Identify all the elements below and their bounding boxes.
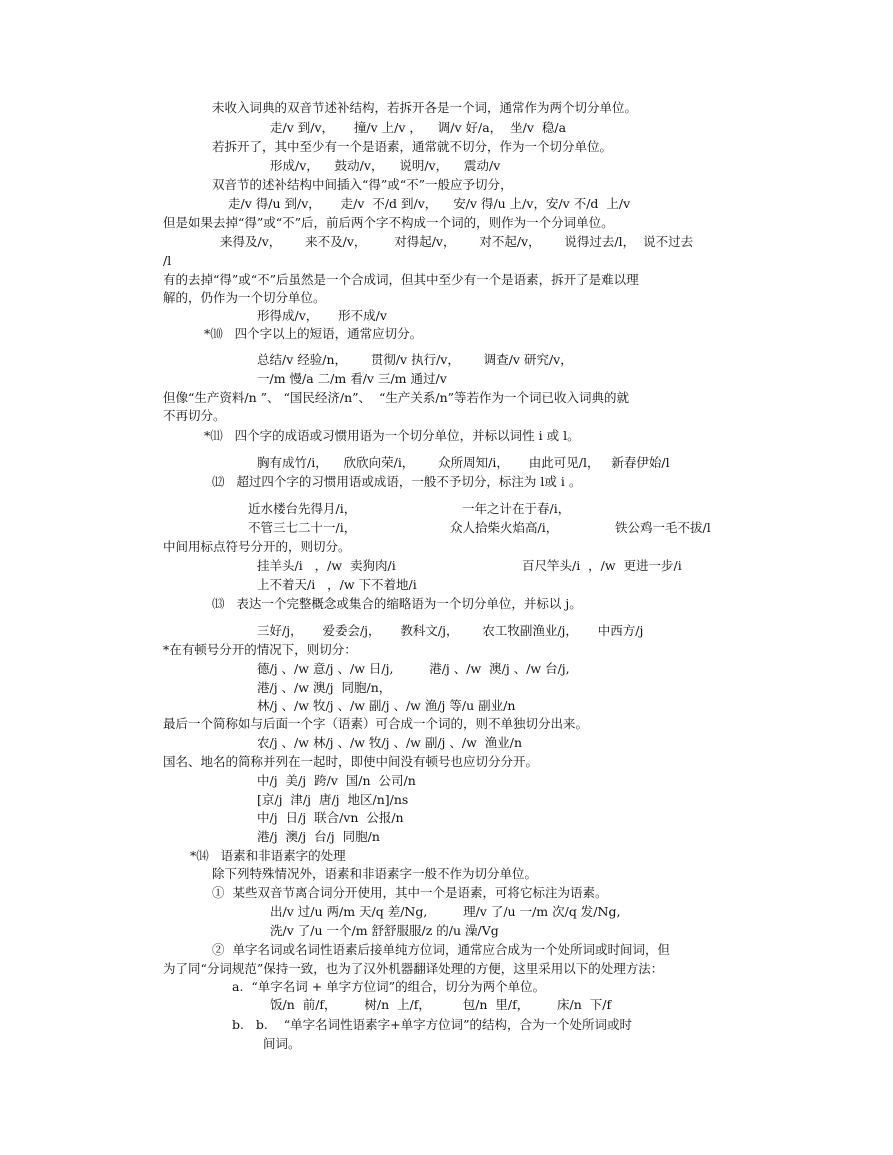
text-line: 但像“生产资料/n ”、 “国民经济/n”、 “生产关系/n”等若作为一个词已收入词典的就 bbox=[163, 390, 630, 405]
text-line: 百尺竿头/i ，/w 更进一步/i bbox=[522, 558, 682, 573]
text-line: 中/j 美/j 跨/v 国/n 公司/n bbox=[257, 773, 416, 788]
text-line: 有的去掉“得”或“不”后虽然是一个合成词，但其中至少有一个是语素，拆开了是难以理 bbox=[163, 272, 639, 287]
text-line: a. “单字名词 + 单字方位词”的组合，切分为两个单位。 bbox=[232, 979, 546, 994]
text-line: 双音节的述补结构中间插入“得”或“不”一般应予切分， bbox=[212, 177, 513, 192]
text-line: 农/j 、/w 林/j 、/w 牧/j 、/w 副/j 、/w 渔业/n bbox=[257, 735, 523, 750]
text-line: 来得及/v， 来不及/v， 对得起/v， 对不起/v， 说得过去/l， 说不过去 bbox=[220, 234, 694, 249]
text-line: 间词。 bbox=[263, 1036, 301, 1051]
section-heading: *⒁ 语素和非语素字的处理 bbox=[190, 848, 346, 863]
text-line: 三好/j， 爱委会/j， 教科文/j， 农工牧副渔业/j， 中西方/j bbox=[257, 623, 644, 638]
text-line: 形成/v， 鼓动/v， 说明/v， 震动/v bbox=[270, 158, 501, 173]
text-line: 港/j 澳/j 台/j 同胞/n bbox=[257, 829, 380, 844]
section-heading: ⑿ 超过四个字的习惯用语或成语，一般不予切分，标注为 l或 i 。 bbox=[212, 474, 582, 489]
text-line: 一/m 慢/a 二/m 看/v 三/m 通过/v bbox=[257, 371, 447, 386]
text-line: 未收入词典的双音节述补结构，若拆开各是一个词，通常作为两个切分单位。 bbox=[212, 100, 638, 115]
section-heading: *⑾ 四个字的成语或习惯用语为一个切分单位，并标以词性 i 或 l。 bbox=[204, 428, 580, 443]
text-line: 挂羊头/i ，/w 卖狗肉/i bbox=[257, 558, 396, 573]
text-line: 中/j 日/j 联合/vn 公报/n bbox=[257, 810, 404, 825]
text-line: 近水楼台先得月/i， bbox=[248, 501, 357, 516]
text-line: 林/j 、/w 牧/j 、/w 副/j 、/w 渔/j 等/u 副业/n bbox=[257, 698, 516, 713]
text-line: 走/v 得/u 到/v， 走/v 不/d 到/v， 安/v 得/u 上/v，安/v 不/d 上/v bbox=[228, 196, 631, 211]
text-line: 饭/n 前/f， 树/n 上/f， 包/n 里/f， 床/n 下/f bbox=[270, 997, 612, 1012]
text-line: 若拆开了，其中至少有一个是语素，通常就不切分，作为一个切分单位。 bbox=[212, 139, 613, 154]
text-line: ① 某些双音节离合词分开使用，其中一个是语素，可将它标注为语素。 bbox=[212, 885, 608, 900]
text-line: 一年之计在于春/i， bbox=[462, 501, 571, 516]
text-line: *在有顿号分开的情况下，则切分： bbox=[163, 642, 357, 657]
text-line: 但是如果去掉“得”或“不”后，前后两个字不构成一个词的，则作为一个分词单位。 bbox=[163, 215, 614, 230]
text-line: 为了同“分词规范”保持一致，也为了汉外机器翻译处理的方便，这里采用以下的处理方法： bbox=[163, 961, 664, 976]
text-line: 上不着天/i ，/w 下不着地/i bbox=[257, 577, 417, 592]
text-line: 最后一个简称如与后面一个字（语素）可合成一个词的，则不单独切分出来。 bbox=[163, 716, 589, 731]
text-line: 走/v 到/v， 撞/v 上/v ， 调/v 好/a， 坐/v 稳/a bbox=[270, 120, 567, 135]
text-line: 出/v 过/u 两/m 天/q 差/Ng, 理/v 了/u 一/m 次/q 发/Ng, bbox=[270, 904, 621, 919]
text-line: b. b. “单字名词性语素字+单字方位词”的结构，合为一个处所词或时 bbox=[232, 1017, 633, 1032]
text-line: 中间用标点符号分开的，则切分。 bbox=[163, 539, 351, 554]
text-line: ② 单字名词或名词性语素后接单纯方位词，通常应合成为一个处所词或时间词，但 bbox=[212, 942, 670, 957]
text-line: [京/j 津/j 唐/j 地区/n]/ns bbox=[257, 792, 409, 807]
text-line: /l bbox=[163, 253, 172, 268]
text-line: 总结/v 经验/n， 贯彻/v 执行/v， 调查/v 研究/v， bbox=[257, 352, 573, 367]
text-line: 众人拾柴火焰高/i， bbox=[450, 520, 559, 535]
text-line: 港/j 、/w 澳/j 同胞/n， bbox=[257, 680, 392, 695]
text-line: 国名、地名的简称并列在一起时，即使中间没有顿号也应切分分开。 bbox=[163, 754, 539, 769]
text-line: 除下列特殊情况外，语素和非语素字一般不作为切分单位。 bbox=[212, 866, 538, 881]
text-line: 不再切分。 bbox=[163, 408, 226, 423]
text-line: 解的，仍作为一个切分单位。 bbox=[163, 290, 326, 305]
text-line: 不管三七二十一/i， bbox=[248, 520, 357, 535]
text-line: 德/j 、/w 意/j 、/w 日/j, 港/j 、/w 澳/j 、/w 台/j, bbox=[257, 661, 570, 676]
text-line: 洗/v 了/u 一个/m 舒舒服服/z 的/u 澡/Vg bbox=[270, 923, 499, 938]
text-line: 胸有成竹/i， 欣欣向荣/i， 众所周知/i， 由此可见/l， 新春伊始/l bbox=[257, 455, 670, 470]
section-heading: *⑽ 四个字以上的短语，通常应切分。 bbox=[204, 326, 423, 341]
text-line: 铁公鸡一毛不拔/l bbox=[615, 520, 711, 535]
section-heading: ⒀ 表达一个完整概念或集合的缩略语为一个切分单位，并标以 j。 bbox=[212, 596, 582, 611]
text-line: 形得成/v， 形不成/v bbox=[257, 308, 387, 323]
